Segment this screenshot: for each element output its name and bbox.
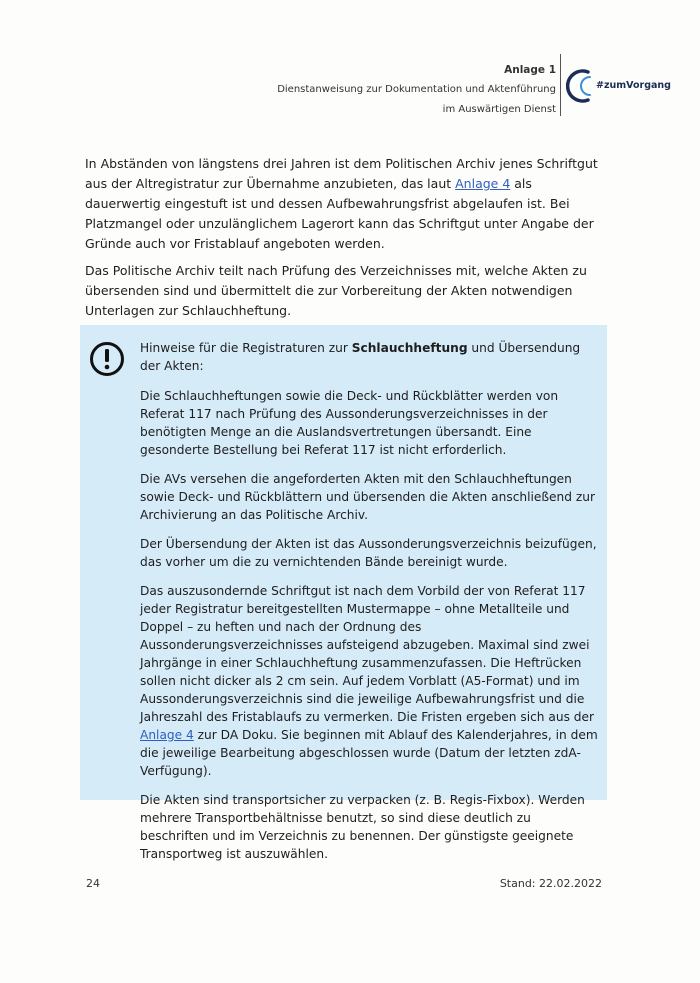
page-number: 24 <box>86 877 100 890</box>
anlage-4-link-infobox[interactable]: Anlage 4 <box>140 728 194 742</box>
info-paragraph-4-text-a: Das auszusondernde Schriftgut ist nach dem Vorbild der von Referat 117 jeder Registratur bereitgestellten Mustermappe – ohne Metallteile und Doppel – zu heften und nach der Ordnung des Aussonderungsverzeichnisses aufsteigend abzugeben. Maximal sind zwei Jahrgänge in einer Schlauchheftung zusammenzufassen. Die Heftrücken sollen nicht dicker als 2 cm sein. Auf jedem Vorblatt (A5-Format) und im Aussonderungsverzeichnis sind die jeweilige Aufbewahrungsfrist und die Jahreszahl des Fristablaufs zu vermerken. Die Fristen ergeben sich aus der <box>140 584 595 724</box>
info-paragraph-3: Der Übersendung der Akten ist das Aussonderungsverzeichnis beizufügen, das vorher um die zu vernichtenden Bände bereinigt wurde. <box>140 537 597 569</box>
info-paragraph-4 <box>140 582 600 780</box>
header-title-line2: im Auswärtigen Dienst <box>442 104 556 115</box>
body-paragraph-1 <box>85 154 605 254</box>
info-paragraph-1: Die Schlauchheftungen sowie die Deck- und Rückblätter werden von Referat 117 nach Prüfung des Aussonderungsverzeichnisses in der benötigten Menge an die Auslandsvertretungen übersandt. Eine gesonderte Bestellung bei Referat 117 ist nicht erforderlich. <box>140 389 559 457</box>
info-intro-text-b: und Übersendung der Akten: <box>140 341 581 373</box>
stand-date: Stand: 22.02.2022 <box>499 877 602 890</box>
logo-text: #zumVorgang <box>596 80 671 91</box>
info-box-content <box>140 339 600 874</box>
info-intro-text-a: Hinweise für die Registraturen zur <box>140 341 352 355</box>
header-anlage: Anlage 1 <box>504 64 556 76</box>
info-paragraph-5: Die Akten sind transportsicher zu verpacken (z. B. Regis-Fixbox). Werden mehrere Transportbehältnisse benutzt, so sind diese deutlich zu beschriften und im Verzeichnis zu benennen. Der günstigste geeignete Transportweg ist auszuwählen. <box>140 793 585 861</box>
info-paragraph-4-text-b: zur DA Doku. Sie beginnen mit Ablauf des Kalenderjahres, in dem die jeweilige Bearbeitung abgeschlossen wurde (Datum der letzten zdA-Verfügung). <box>140 728 598 778</box>
info-intro <box>140 339 600 375</box>
info-paragraph-2: Die AVs versehen die angeforderten Akten mit den Schlauchheftungen sowie Deck- und Rückblättern und übersenden die Akten anschließend zur Archivierung an das Politische Archiv. <box>140 472 596 522</box>
header-title-line1: Dienstanweisung zur Dokumentation und Aktenführung <box>277 84 556 95</box>
header-text-block <box>277 60 556 120</box>
body-paragraph-1-text-a: In Abständen von längstens drei Jahren ist dem Politischen Archiv jenes Schriftgut aus der Altregistratur zur Übernahme anzubieten, das laut <box>85 156 598 191</box>
anlage-4-link[interactable]: Anlage 4 <box>455 176 511 191</box>
info-intro-bold: Schlauchheftung <box>351 341 468 355</box>
header-divider <box>560 54 561 116</box>
exclamation-circle-icon <box>89 341 125 377</box>
body-paragraph-1-text-b: als dauerwertig eingestuft ist und dessen Aufbewahrungsfrist abgelaufen ist. Bei Platzmangel oder unzulänglichem Lagerort kann das Schriftgut unter Angabe der Gründe auch vor Fristablauf angeboten werden. <box>85 176 594 251</box>
body-paragraph-2: Das Politische Archiv teilt nach Prüfung des Verzeichnisses mit, welche Akten zu übersenden sind und übermittelt die zur Vorbereitung der Akten notwendigen Unterlagen zur Schlauchheftung. <box>85 263 587 318</box>
